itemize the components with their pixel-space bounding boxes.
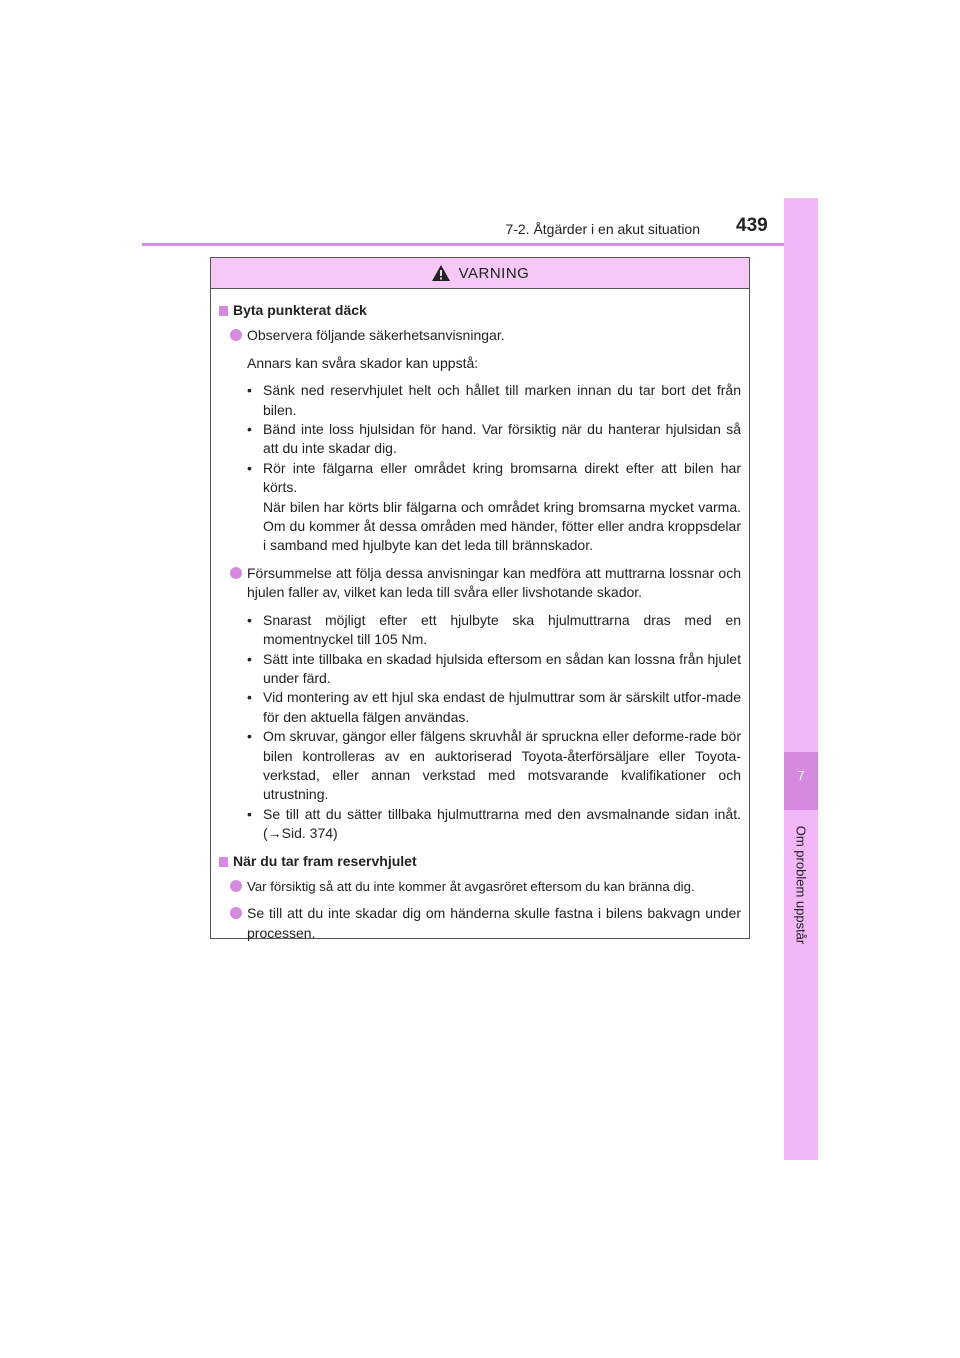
square-bullet-icon (219, 306, 228, 316)
list-item: Var försiktig så att du inte kommer åt avgasröret eftersom du kan bränna dig. (230, 877, 741, 896)
bullet-item: • Sänk ned reservhjulet helt och hållet till marken innan du tar bort det från bilen. (247, 382, 741, 418)
bullet-item: • Bänd inte loss hjulsidan för hand. Var försiktig när du hanterar hjulsidan så att du inte skadar dig. (247, 421, 741, 457)
bullet-item: • Sätt inte tillbaka en skadad hjulsida eftersom en sådan kan lossna från hjulet under färd. (247, 650, 741, 686)
bullet-item: • Om skruvar, gängor eller fälgens skruvhål är spruckna eller deforme-rade bör bilen kontrolleras av en auktoriserad Toyota-återförsäljare eller Toyota-verkstad, eller annan verkstad med motsvarande kvalifikationer och utrustning. (247, 728, 741, 803)
page-number: 439 (736, 215, 768, 236)
bullet-item: • Vid montering av ett hjul ska endast de hjulmuttrar som är särskilt utfor-made för den aktuella fälgen användas. (247, 689, 741, 725)
bullet-item: • Se till att du sätter tillbaka hjulmuttrarna med den avsmalnande sidan inåt. (→Sid. 374) (247, 805, 741, 842)
warning-header (211, 258, 749, 289)
warning-box (210, 257, 750, 939)
list-item: Se till att du inte skadar dig om händerna skulle fastna i bilens bakvagn under processen. (230, 904, 741, 943)
square-bullet-icon (219, 857, 228, 867)
chapter-label: Om problem uppstår (793, 825, 809, 945)
circle-bullet-icon (230, 329, 242, 341)
section-title: 7-2. Åtgärder i en akut situation (505, 221, 700, 237)
section-heading: Byta punkterat däck (219, 301, 741, 320)
circle-bullet-icon (230, 567, 242, 579)
paragraph: Annars kan svåra skador kan uppstå: (247, 354, 479, 371)
bullet-continuation: När bilen har körts blir fälgarna och området kring bromsarna mycket varma. Om du kommer åt dessa områden med händer, fötter eller andra kroppsdelar i samband med hjulbyte kan det leda till brännskador. (263, 498, 741, 554)
warning-content (211, 289, 749, 943)
circle-bullet-icon (230, 907, 242, 919)
header-rule (142, 243, 818, 246)
warning-triangle-icon (431, 264, 451, 282)
list-item: Observera följande säkerhetsanvisningar. (230, 326, 741, 345)
warning-title: VARNING (458, 264, 530, 282)
bullet-list (247, 381, 741, 556)
chapter-side-tab (784, 198, 818, 1160)
chapter-number: 7 (797, 768, 805, 783)
section-heading: När du tar fram reservhjulet (219, 852, 741, 871)
bullet-item: • Snarast möjligt efter ett hjulbyte ska hjulmuttrarna dras med en momentnyckel till 105 Nm. (247, 611, 741, 648)
circle-bullet-icon (230, 880, 242, 892)
bullet-item: • Rör inte fälgarna eller området kring bromsarna direkt efter att bilen har körts. (247, 459, 741, 496)
list-item: Försummelse att följa dessa anvisningar kan medföra att muttrarna lossnar och hjulen faller av, vilket kan leda till svåra eller livshotande skador. (230, 564, 741, 603)
bullet-list (247, 611, 741, 844)
